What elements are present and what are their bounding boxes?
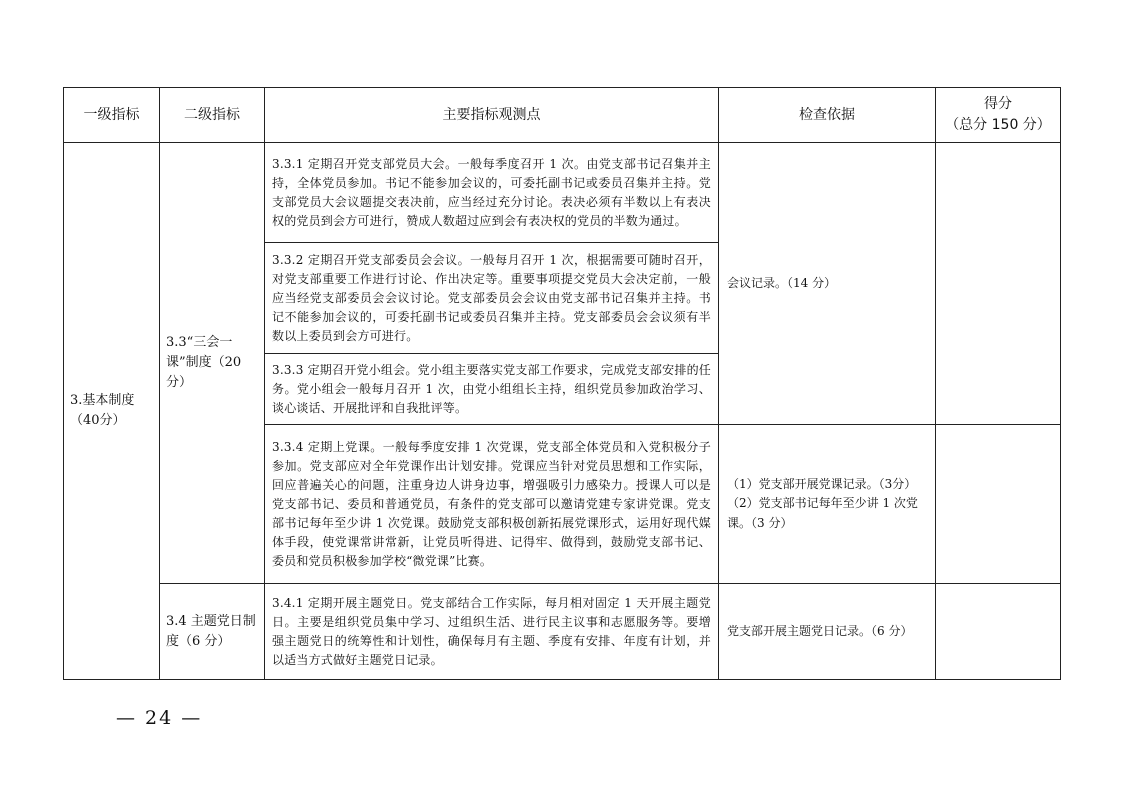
observation-cell: 3.3.3 定期召开党小组会。党小组主要落实党支部工作要求，完成党支部安排的任务。党小组会一般每月召开 1 次，由党小组组长主持，组织党员参加政治学习、谈心谈话、开展批评和自我批评等。 [265,354,719,425]
basis-line: （1）党支部开展党课记录。（3分） [727,476,917,491]
header-level1: 一级指标 [64,88,160,143]
basis-cell [719,425,936,584]
header-row [64,88,1061,143]
header-level2: 二级指标 [160,88,265,143]
basis-cell: 党支部开展主题党日记录。（6 分） [719,584,936,680]
page-number: — 24 — [116,707,203,729]
score-cell [936,584,1061,680]
score-cell [936,143,1061,425]
indicator-table [63,87,1061,680]
score-cell [936,425,1061,584]
observation-cell: 3.4.1 定期开展主题党日。党支部结合工作实际，每月相对固定 1 天开展主题党日。主要是组织党员集中学习、过组织生活、进行民主议事和志愿服务等。要增强主题党日的统筹性和计划性，确保每月有主题、季度有安排、年度有计划，并以适当方式做好主题党日记录。 [265,584,719,680]
level2-cell: 3.3“三会一课”制度（20分） [160,143,265,584]
header-score-title: 得分 [984,96,1012,112]
level2-cell: 3.4 主题党日制度（6 分） [160,584,265,680]
level1-cell: 3.基本制度（40分） [64,143,160,680]
observation-cell: 3.3.4 定期上党课。一般每季度安排 1 次党课，党支部全体党员和入党积极分子参加。党支部应对全年党课作出计划安排。党课应当针对党员思想和工作实际，回应普遍关心的问题，注重身边人讲身边事，增强吸引力感染力。授课人可以是党支部书记、委员和普通党员，有条件的党支部可以邀请党建专家讲党课。党支部书记每年至少讲 1 次党课。鼓励党支部积极创新拓展党课形式，运用好现代媒体手段，使党课常讲常新，让党员听得进、记得牢、做得到，鼓励党支部书记、委员和党员积极参加学校“微党课”比赛。 [265,425,719,584]
basis-line: （2）党支部书记每年至少讲 1 次党课。（3 分） [727,496,918,530]
observation-cell: 3.3.1 定期召开党支部党员大会。一般每季度召开 1 次。由党支部书记召集并主持，全体党员参加。书记不能参加会议的，可委托副书记或委员召集并主持。党支部党员大会议题提交表决前，应当经过充分讨论。表决必须有半数以上有表决权的党员到会方可进行，赞成人数超过应到会有表决权的党员的半数为通过。 [265,143,719,243]
observation-cell: 3.3.2 定期召开党支部委员会会议。一般每月召开 1 次，根据需要可随时召开，对党支部重要工作进行讨论、作出决定等。重要事项提交党员大会决定前，一般应当经党支部委员会会议讨论。党支部委员会会议由党支部书记召集并主持。书记不能参加会议的，可委托副书记或委员召集并主持。党支部委员会会议须有半数以上委员到会方可进行。 [265,243,719,354]
basis-cell: 会议记录。（14 分） [719,143,936,425]
table-row [64,143,1061,243]
header-basis: 检查依据 [719,88,936,143]
table-row [64,584,1061,680]
header-score-total: （总分 150 分） [945,117,1051,133]
header-observation: 主要指标观测点 [265,88,719,143]
header-score [936,88,1061,143]
